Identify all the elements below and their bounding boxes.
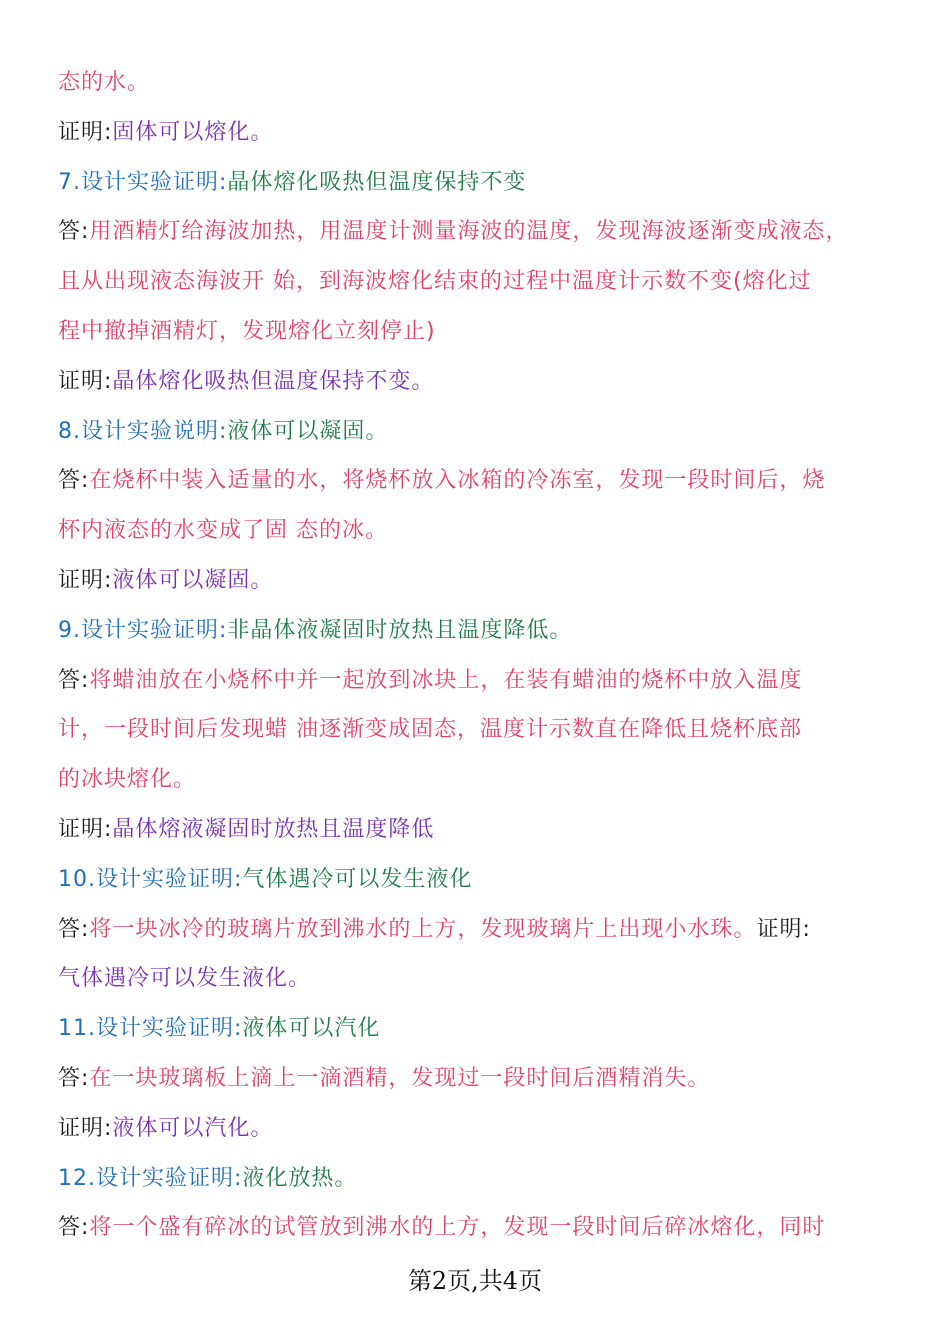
text-line <box>58 317 900 347</box>
text-segment: 8.设计实验说明: <box>58 418 228 444</box>
text-line <box>58 1114 900 1144</box>
text-segment: 且从出现液态海波开 始，到海波熔化结束的过程中温度计示数不变(熔化过 <box>58 269 812 295</box>
text-segment: 11.设计实验证明: <box>58 1016 243 1042</box>
text-segment: 计，一段时间后发现蜡 油逐渐变成固态，温度计示数直在降低且烧杯底部 <box>58 717 802 743</box>
text-segment: 晶体熔化吸热但温度保持不变 <box>227 169 527 195</box>
text-line <box>58 466 900 496</box>
text-segment: 在一块玻璃板上滴上一滴酒精，发现过一段时间后酒精消失。 <box>89 1066 711 1091</box>
text-segment: 证明: <box>756 916 811 942</box>
text-segment: 证明: <box>58 1115 113 1141</box>
text-segment: 杯内液态的水变成了固 态的冰。 <box>58 518 388 544</box>
text-line <box>58 715 900 745</box>
text-segment: 7.设计实验证明: <box>58 169 228 195</box>
text-line <box>58 267 900 297</box>
text-segment: 将一个盛有碎冰的试管放到沸水的上方，发现一段时间后碎冰熔化，同时 <box>89 1215 826 1241</box>
text-segment: 证明: <box>58 817 113 842</box>
text-segment: 非晶体液凝固时放热且温度降低。 <box>227 617 573 643</box>
text-line <box>58 1014 900 1044</box>
text-line <box>58 118 900 148</box>
text-segment: 液体可以汽化。 <box>112 1115 274 1141</box>
text-line <box>58 367 900 397</box>
text-segment: 将蜡油放在小烧杯中并一起放到冰块上，在装有蜡油的烧杯中放入温度 <box>89 667 803 693</box>
text-segment: 答: <box>58 916 90 942</box>
text-segment: 12.设计实验证明: <box>58 1165 243 1191</box>
text-line <box>58 168 900 198</box>
text-segment: 答: <box>58 667 90 693</box>
text-segment: 固体可以熔化。 <box>112 119 274 145</box>
text-line <box>58 964 900 994</box>
text-line <box>58 616 900 646</box>
text-segment: 答: <box>58 1066 90 1091</box>
text-segment: 在烧杯中装入适量的水，将烧杯放入冰箱的冷冻室，发现一段时间后，烧 <box>89 468 826 494</box>
text-segment: 证明: <box>58 368 113 394</box>
text-segment: 态的水。 <box>58 70 151 95</box>
text-line <box>58 1213 900 1243</box>
text-segment: 液体可以汽化 <box>242 1016 381 1042</box>
text-line <box>58 1164 900 1194</box>
text-segment: 晶体熔液凝固时放热且温度降低 <box>112 817 435 842</box>
text-line <box>58 815 900 845</box>
text-segment: 气体遇冷可以发生液化 <box>242 866 473 892</box>
text-segment: 证明: <box>58 568 113 593</box>
text-segment: 用酒精灯给海波加热，用温度计测量海波的温度，发现海波逐渐变成液态， <box>89 219 849 245</box>
text-line <box>58 765 900 795</box>
text-segment: 将一块冰冷的玻璃片放到沸水的上方，发现玻璃片上出现小水珠。 <box>89 916 757 942</box>
text-line <box>58 566 900 596</box>
text-line <box>58 865 900 895</box>
text-segment: 的冰块熔化。 <box>58 767 197 793</box>
text-segment: 液体可以凝固。 <box>112 568 274 593</box>
text-segment: 10.设计实验证明: <box>58 866 243 892</box>
text-line <box>58 1064 900 1094</box>
text-segment: 答: <box>58 1215 90 1241</box>
text-line <box>58 516 900 546</box>
text-segment: 答: <box>58 468 90 494</box>
text-line <box>58 217 900 247</box>
text-segment: 9.设计实验证明: <box>58 617 228 643</box>
text-line <box>58 68 900 98</box>
text-line <box>58 666 900 696</box>
text-segment: 气体遇冷可以发生液化。 <box>58 966 312 992</box>
text-segment: 晶体熔化吸热但温度保持不变。 <box>112 368 435 394</box>
text-segment: 程中撤掉酒精灯，发现熔化立刻停止) <box>58 319 436 344</box>
page-footer: 第2页,共4页 <box>407 1267 543 1295</box>
text-segment: 证明: <box>58 119 113 145</box>
text-segment: 液体可以凝固。 <box>227 418 389 444</box>
text-line <box>58 915 900 945</box>
text-segment: 答: <box>58 219 90 245</box>
text-segment: 液化放热。 <box>242 1165 358 1191</box>
text-line <box>58 417 900 447</box>
